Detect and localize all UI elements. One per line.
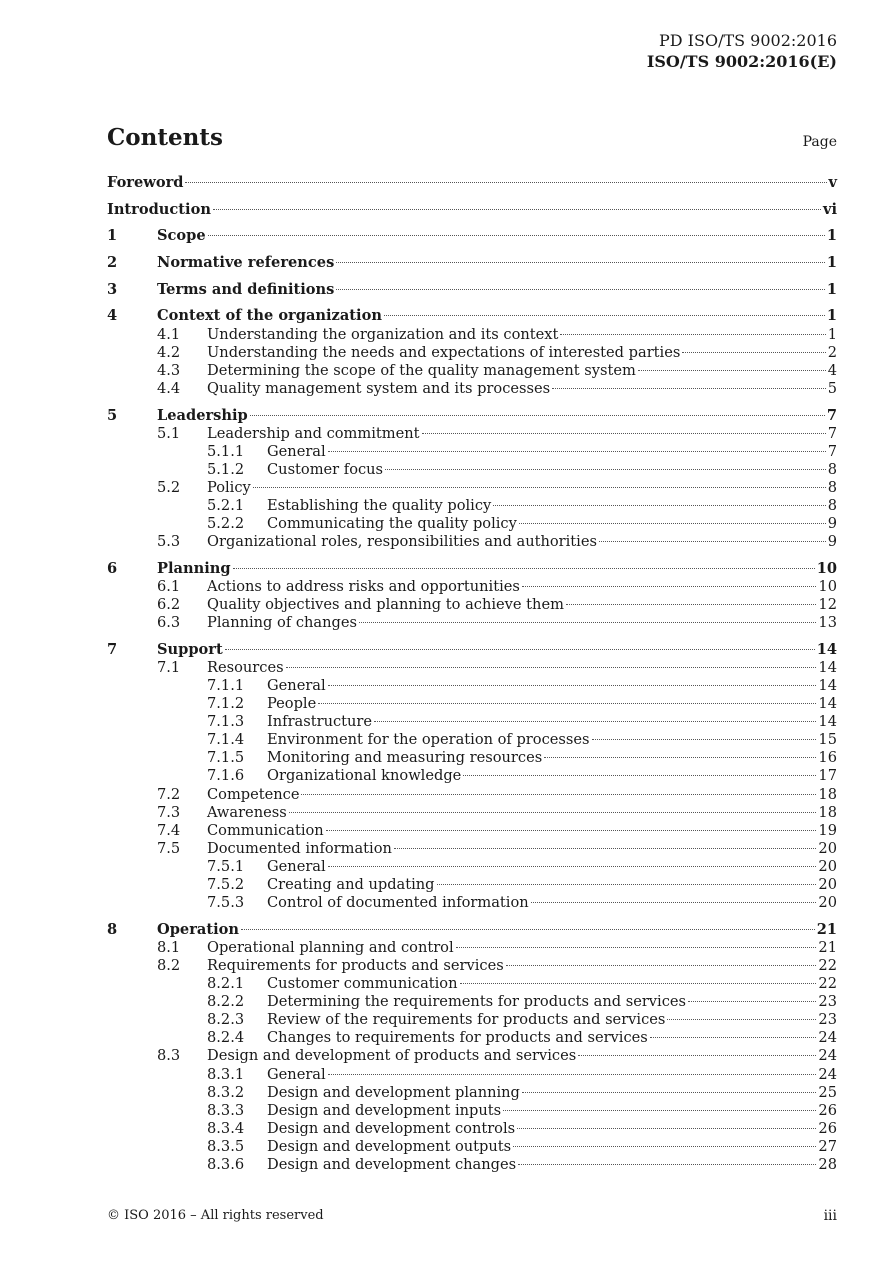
toc-entry[interactable]: [107, 767, 837, 785]
toc-entry-page: 23: [818, 993, 837, 1011]
toc-entry-number: 6.1: [157, 577, 181, 595]
toc-entry[interactable]: [107, 362, 837, 380]
toc-entry[interactable]: [107, 380, 837, 398]
toc-entry-number: 7.2: [157, 785, 181, 803]
toc-entry[interactable]: [107, 461, 837, 479]
toc-entry-title: Planning of changes: [207, 614, 357, 632]
toc-entry-title: Establishing the quality policy: [267, 496, 492, 514]
dot-leader: [506, 965, 817, 966]
toc-entry-page: v: [828, 174, 837, 191]
dot-leader: [233, 568, 815, 569]
dot-leader: [517, 1128, 816, 1129]
toc-entry[interactable]: [107, 1156, 837, 1174]
toc-entry-title: Changes to requirements for products and services: [267, 1029, 648, 1047]
toc-entry-number: 8.3.4: [207, 1119, 245, 1137]
dot-leader: [328, 451, 826, 452]
toc-entry-title: Organizational knowledge: [267, 767, 462, 785]
toc-entry-title: Review of the requirements for products and services: [267, 1011, 666, 1029]
toc-entry-title: Quality management system and its processes: [207, 379, 551, 397]
toc-entry-page: 21: [818, 938, 837, 956]
toc-entry-title: General: [267, 1065, 326, 1083]
footer-page-number: iii: [823, 1208, 837, 1224]
toc-entry-number: 5: [107, 406, 118, 424]
dot-leader: [328, 685, 817, 686]
dot-leader: [250, 415, 825, 416]
toc-entry-number: 7.1.5: [207, 749, 245, 767]
toc-entry-number: 4.1: [157, 325, 181, 343]
toc-entry[interactable]: [107, 407, 837, 425]
dot-leader: [560, 334, 825, 335]
dot-leader: [513, 1146, 816, 1147]
dot-leader: [456, 947, 817, 948]
toc-entry[interactable]: [107, 425, 837, 443]
dot-leader: [518, 1164, 816, 1165]
toc-entry-page: 21: [816, 920, 837, 938]
table-of-contents: [107, 174, 837, 1174]
toc-entry-number: 8.2.1: [207, 975, 245, 993]
toc-entry-number: 4: [107, 307, 118, 325]
toc-entry-number: 8.2.3: [207, 1011, 245, 1029]
toc-entry-number: 8.3.3: [207, 1101, 245, 1119]
toc-entry-page: 14: [818, 713, 837, 731]
toc-entry-number: 8.3.2: [207, 1083, 245, 1101]
toc-entry[interactable]: [107, 201, 837, 219]
dot-leader: [241, 929, 815, 930]
toc-entry-number: 5.2: [157, 478, 181, 496]
toc-entry-number: 4.3: [157, 361, 181, 379]
dot-leader: [385, 469, 826, 470]
toc-entry-page: 1: [826, 227, 837, 245]
toc-entry-page: 7: [827, 442, 837, 460]
toc-entry-title: Planning: [157, 559, 231, 577]
toc-entry-page: 8: [827, 478, 837, 496]
dot-leader: [667, 1019, 816, 1020]
toc-entry[interactable]: [107, 578, 837, 596]
toc-entry-number: 5.3: [157, 533, 181, 551]
dot-leader: [493, 505, 825, 506]
toc-entry[interactable]: [107, 876, 837, 894]
dot-leader: [531, 902, 817, 903]
toc-entry-page: 24: [818, 1029, 837, 1047]
toc-entry[interactable]: [107, 533, 837, 551]
toc-entry-title: Design and development of products and services: [207, 1047, 577, 1065]
toc-entry-page: 26: [818, 1101, 837, 1119]
toc-entry-page: 26: [818, 1119, 837, 1137]
toc-entry-page: 23: [818, 1011, 837, 1029]
toc-entry[interactable]: [107, 1138, 837, 1156]
toc-entry-title: Understanding the organization and its context: [207, 325, 559, 343]
toc-entry-number: 7.5.2: [207, 876, 245, 894]
toc-entry-title: Normative references: [157, 254, 335, 272]
toc-entry-page: 18: [818, 803, 837, 821]
toc-entry[interactable]: [107, 858, 837, 876]
toc-entry-number: 7.1.3: [207, 713, 245, 731]
toc-entry-title: Creating and updating: [267, 876, 435, 894]
toc-entry-title: Communication: [207, 821, 324, 839]
dot-leader: [522, 586, 817, 587]
toc-entry-number: 4.4: [157, 379, 181, 397]
dot-leader: [552, 388, 826, 389]
toc-entry-page: 1: [827, 325, 837, 343]
toc-entry-number: 7.3: [157, 803, 181, 821]
toc-entry-number: 2: [107, 254, 118, 272]
dot-leader: [519, 523, 826, 524]
toc-entry[interactable]: [107, 497, 837, 515]
toc-entry-number: 7.1.2: [207, 695, 245, 713]
toc-entry[interactable]: [107, 731, 837, 749]
toc-entry[interactable]: [107, 659, 837, 677]
toc-entry-number: 5.2.1: [207, 496, 245, 514]
dot-leader: [328, 1074, 817, 1075]
toc-entry-page: 12: [818, 596, 837, 614]
toc-entry-number: 5.1.2: [207, 460, 245, 478]
toc-entry-title: Requirements for products and services: [207, 957, 504, 974]
toc-entry-page: 14: [818, 695, 837, 713]
toc-entry-title: Quality objectives and planning to achieve them: [207, 596, 564, 614]
toc-entry-title: Determining the scope of the quality management system: [207, 361, 636, 379]
toc-entry-title: Infrastructure: [267, 713, 373, 731]
dot-leader: [225, 649, 815, 650]
toc-entry-title: Support: [157, 640, 223, 658]
toc-entry-page: 13: [818, 614, 837, 632]
toc-entry[interactable]: [107, 957, 837, 975]
toc-entry-page: 28: [818, 1156, 837, 1174]
toc-entry-number: 7.5.3: [207, 894, 245, 912]
toc-entry-title: Awareness: [207, 803, 287, 821]
toc-entry-number: 8.3: [157, 1047, 181, 1065]
toc-entry[interactable]: [107, 786, 837, 804]
dot-leader: [544, 757, 816, 758]
toc-entry-page: 20: [818, 876, 837, 894]
toc-entry-page: 5: [827, 379, 837, 397]
toc-entry-title: General: [267, 442, 326, 460]
dot-leader: [359, 622, 816, 623]
toc-entry[interactable]: [107, 326, 837, 344]
toc-entry-title: Scope: [157, 227, 206, 245]
dot-leader: [437, 884, 817, 885]
toc-entry[interactable]: [107, 822, 837, 840]
toc-entry[interactable]: [107, 840, 837, 858]
toc-entry-number: 8.2.2: [207, 993, 245, 1011]
toc-entry-number: 5.1: [157, 424, 181, 442]
toc-entry-page: 7: [827, 424, 837, 442]
toc-entry-number: 7.5.1: [207, 857, 245, 875]
toc-entry-title: Environment for the operation of processes: [267, 731, 590, 749]
toc-entry-title: Design and development inputs: [267, 1101, 502, 1119]
toc-entry-title: Customer focus: [267, 460, 384, 478]
toc-entry-page: 9: [827, 515, 837, 533]
dot-leader: [463, 775, 816, 776]
toc-entry-title: Terms and definitions: [157, 280, 335, 298]
dot-leader: [286, 667, 817, 668]
dot-leader: [289, 812, 817, 813]
toc-entry[interactable]: [107, 614, 837, 632]
toc-entry[interactable]: [107, 1084, 837, 1102]
header-doc-id-edition: ISO/TS 9002:2016(E): [646, 52, 837, 71]
toc-entry-number: 7: [107, 640, 118, 658]
toc-entry[interactable]: [107, 479, 837, 497]
toc-entry[interactable]: [107, 1047, 837, 1065]
dot-leader: [394, 848, 817, 849]
dot-leader: [422, 433, 826, 434]
toc-entry[interactable]: [107, 713, 837, 731]
toc-entry-title: Design and development outputs: [267, 1137, 512, 1155]
dot-leader: [578, 1055, 816, 1056]
toc-entry-title: Control of documented information: [267, 894, 529, 912]
toc-entry[interactable]: [107, 641, 837, 659]
toc-entry[interactable]: [107, 560, 837, 578]
toc-entry-title: Organizational roles, responsibilities and authorities: [207, 533, 597, 551]
toc-entry[interactable]: [107, 894, 837, 912]
toc-entry-page: 17: [818, 767, 837, 785]
toc-entry[interactable]: [107, 939, 837, 957]
toc-entry[interactable]: [107, 1120, 837, 1138]
dot-leader: [592, 739, 817, 740]
dot-leader: [213, 209, 821, 210]
toc-entry-title: Design and development controls: [267, 1119, 516, 1137]
toc-entry-page: vi: [822, 200, 837, 218]
toc-entry-title: Design and development planning: [267, 1083, 520, 1101]
toc-entry-page: 4: [827, 361, 837, 379]
dot-leader: [301, 794, 816, 795]
toc-entry-page: 16: [818, 749, 837, 767]
toc-entry-page: 1: [826, 254, 837, 272]
toc-entry-number: 8.2: [157, 957, 181, 974]
dot-leader: [318, 703, 816, 704]
toc-entry-number: 6: [107, 559, 118, 577]
toc-entry[interactable]: [107, 695, 837, 713]
toc-entry[interactable]: [107, 921, 837, 939]
toc-entry-number: 3: [107, 280, 118, 298]
toc-entry[interactable]: [107, 443, 837, 461]
toc-entry-page: 1: [826, 307, 837, 325]
toc-entry-title: General: [267, 857, 326, 875]
toc-entry-title: Operational planning and control: [207, 938, 454, 956]
toc-entry-title: Competence: [207, 785, 300, 803]
toc-entry-page: 27: [818, 1137, 837, 1155]
toc-entry-page: 8: [827, 460, 837, 478]
toc-entry-title: Determining the requirements for products and services: [267, 993, 687, 1011]
toc-entry-title: Policy: [207, 478, 251, 496]
toc-entry-title: Design and development changes: [267, 1156, 517, 1174]
toc-entry-page: 10: [818, 577, 837, 595]
toc-entry-title: Documented information: [207, 839, 392, 857]
toc-entry-title: Context of the organization: [157, 307, 382, 325]
toc-entry-page: 22: [818, 975, 837, 993]
toc-entry-number: 7.1.6: [207, 767, 245, 785]
toc-entry-page: 22: [818, 957, 837, 974]
dot-leader: [253, 487, 826, 488]
toc-entry-page: 20: [818, 894, 837, 912]
toc-entry-page: 14: [818, 677, 837, 694]
toc-entry[interactable]: [107, 307, 837, 325]
toc-entry-number: 8: [107, 920, 118, 938]
dot-leader: [326, 830, 817, 831]
toc-entry-title: People: [267, 695, 317, 713]
toc-entry-number: 7.5: [157, 839, 181, 857]
toc-entry-number: 5.2.2: [207, 515, 245, 533]
toc-entry[interactable]: [107, 1011, 837, 1029]
toc-entry[interactable]: [107, 749, 837, 767]
toc-entry-title: Customer communication: [267, 975, 458, 993]
dot-leader: [599, 541, 826, 542]
dot-leader: [460, 983, 817, 984]
toc-entry-number: 7.1.1: [207, 677, 245, 694]
toc-entry[interactable]: [107, 254, 837, 272]
toc-entry[interactable]: [107, 227, 837, 245]
toc-entry-title: Operation: [157, 920, 239, 938]
toc-entry[interactable]: [107, 1102, 837, 1120]
page-column-label: Page: [802, 134, 837, 150]
toc-entry-page: 8: [827, 496, 837, 514]
dot-leader: [638, 370, 826, 371]
toc-entry[interactable]: [107, 515, 837, 533]
dot-leader: [384, 315, 825, 316]
toc-entry-page: 2: [827, 343, 837, 361]
dot-leader: [566, 604, 817, 605]
toc-entry[interactable]: [107, 804, 837, 822]
toc-entry-page: 9: [827, 533, 837, 551]
toc-entry-page: 25: [818, 1083, 837, 1101]
toc-entry[interactable]: [107, 344, 837, 362]
toc-entry-title: Monitoring and measuring resources: [267, 749, 543, 767]
toc-entry[interactable]: [107, 993, 837, 1011]
toc-entry-title: Leadership and commitment: [207, 424, 420, 442]
toc-entry-title: Communicating the quality policy: [267, 515, 517, 533]
dot-leader: [185, 182, 826, 183]
toc-entry-number: 8.3.6: [207, 1156, 245, 1174]
toc-entry-title: Resources: [207, 658, 284, 676]
toc-entry-page: 15: [818, 731, 837, 749]
dot-leader: [503, 1110, 816, 1111]
toc-entry-number: 4.2: [157, 343, 181, 361]
header-doc-id: PD ISO/TS 9002:2016: [658, 31, 837, 50]
toc-entry-number: 8.3.1: [207, 1065, 245, 1083]
toc-entry[interactable]: [107, 174, 837, 192]
dot-leader: [336, 289, 824, 290]
toc-entry-page: 14: [818, 658, 837, 676]
toc-entry-title: Actions to address risks and opportunities: [207, 577, 520, 595]
toc-entry-page: 20: [818, 857, 837, 875]
toc-entry-number: 8.1: [157, 938, 181, 956]
dot-leader: [688, 1001, 816, 1002]
toc-entry-number: 6.2: [157, 596, 181, 614]
toc-entry-number: 8.3.5: [207, 1137, 245, 1155]
dot-leader: [328, 866, 817, 867]
toc-entry-title: Foreword: [107, 174, 184, 191]
toc-entry-number: 5.1.1: [207, 442, 245, 460]
toc-entry-page: 19: [818, 821, 837, 839]
toc-entry[interactable]: [107, 596, 837, 614]
toc-entry[interactable]: [107, 1029, 837, 1047]
toc-entry-number: 7.1.4: [207, 731, 245, 749]
toc-entry-title: Understanding the needs and expectations of interested parties: [207, 343, 681, 361]
toc-entry-number: 7.1: [157, 658, 181, 676]
toc-entry-title: Introduction: [107, 200, 211, 218]
toc-entry-number: 8.2.4: [207, 1029, 245, 1047]
dot-leader: [522, 1092, 817, 1093]
dot-leader: [374, 721, 816, 722]
toc-entry[interactable]: [107, 1066, 837, 1084]
toc-entry-page: 14: [816, 640, 837, 658]
toc-entry-number: 7.4: [157, 821, 181, 839]
toc-entry-page: 1: [826, 280, 837, 298]
dot-leader: [650, 1037, 817, 1038]
toc-entry[interactable]: [107, 677, 837, 695]
toc-entry-page: 7: [826, 406, 837, 424]
toc-entry-page: 24: [818, 1065, 837, 1083]
dot-leader: [208, 235, 825, 236]
toc-entry-page: 18: [818, 785, 837, 803]
toc-entry-title: General: [267, 677, 326, 694]
toc-entry-page: 20: [818, 839, 837, 857]
toc-entry-number: 1: [107, 227, 118, 245]
footer-copyright: © ISO 2016 – All rights reserved: [107, 1208, 324, 1223]
contents-title: Contents: [107, 124, 223, 151]
toc-entry-number: 6.3: [157, 614, 181, 632]
dot-leader: [336, 262, 825, 263]
toc-entry[interactable]: [107, 281, 837, 299]
toc-entry-title: Leadership: [157, 406, 248, 424]
toc-entry-page: 24: [818, 1047, 837, 1065]
toc-entry-page: 10: [816, 559, 837, 577]
dot-leader: [682, 352, 825, 353]
toc-entry[interactable]: [107, 975, 837, 993]
